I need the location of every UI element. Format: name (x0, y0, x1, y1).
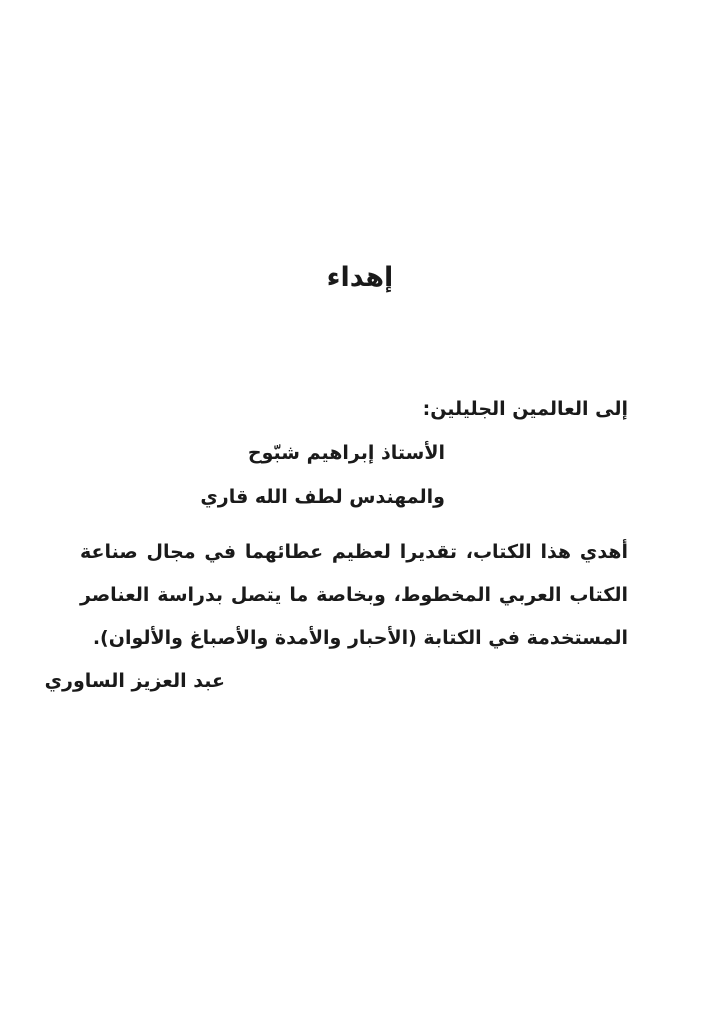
recipients-intro: إلى العالمين الجليلين: (422, 398, 628, 420)
recipient-name: الأستاذ إبراهيم شبّوح (247, 442, 445, 464)
author-signature: عبد العزيز الساوري (44, 670, 225, 692)
page-title: إهداء (326, 262, 394, 293)
recipient-name: والمهندس لطف الله قاري (200, 486, 445, 508)
dedication-text: أهدي هذا الكتاب، تقديرا لعظيم عطائهما في مجال صناعة الكتاب العربي المخطوط، وبخاصة ما يتصل بدراسة العناصر المستخدمة في الكتابة (الأحبار والأمدة والأصباغ والألوان). (80, 541, 628, 649)
